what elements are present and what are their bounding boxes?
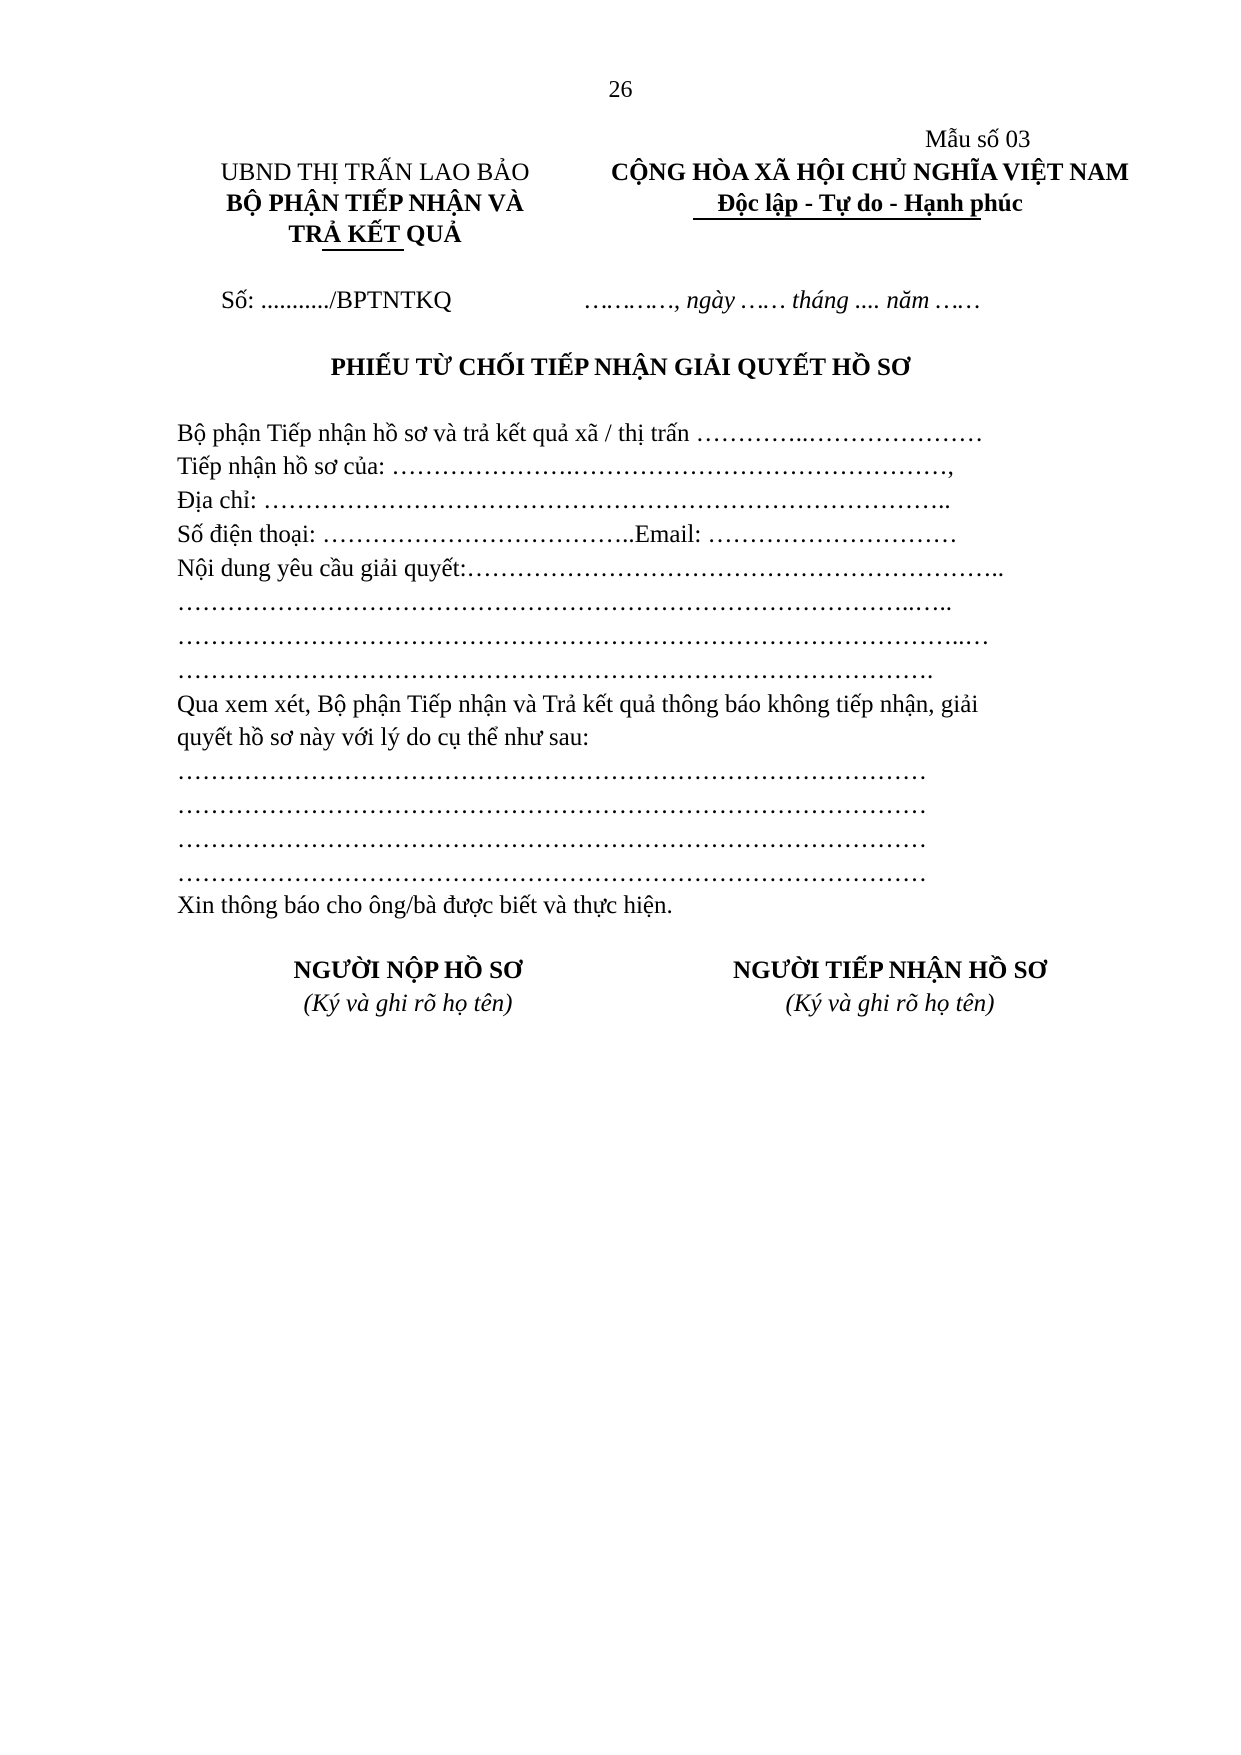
body-line-request-blank-3: ……………………………………………………………………………….	[177, 657, 934, 684]
body-line-review: Qua xem xét, Bộ phận Tiếp nhận và Trả kết quả thông báo không tiếp nhận, giải	[177, 691, 979, 718]
body-line-reason-blank-3: ………………………………………………………………………………	[177, 826, 927, 853]
body-line-phone-email: Số điện thoại: ………………………………..Email: …………………………	[177, 521, 958, 548]
body-line-reason-blank-4: ………………………………………………………………………………	[177, 860, 927, 887]
body-line-applicant: Tiếp nhận hồ sơ của: ………………….………………………………………,	[177, 453, 954, 480]
signature-receiver-note: (Ký và ghi rõ họ tên)	[785, 990, 995, 1017]
motto-underline	[693, 218, 981, 220]
body-line-request: Nội dung yêu cầu giải quyết:………………………………………………………..	[177, 555, 1005, 582]
body-line-office: Bộ phận Tiếp nhận hồ sơ và trả kết quả xã / thị trấn …………..…………………	[177, 420, 984, 447]
body-line-closing: Xin thông báo cho ông/bà được biết và thực hiện.	[177, 892, 673, 919]
page-title: PHIẾU TỪ CHỐI TIẾP NHẬN GIẢI QUYẾT HỒ SƠ	[330, 354, 911, 381]
document-date: …………, ngày …… tháng .... năm ……	[585, 287, 981, 314]
body-line-request-blank-2: …………………………………………………………………………………..…	[177, 623, 990, 650]
body-line-reason-blank-1: ………………………………………………………………………………	[177, 758, 927, 785]
body-line-request-blank-1: ……………………………………………………………………………..…..	[177, 589, 952, 616]
department-name-line1: BỘ PHẬN TIẾP NHẬN VÀ	[226, 190, 524, 217]
page-number: 26	[608, 77, 633, 103]
department-underline	[322, 249, 404, 251]
document-number: Số: .........../BPTNTKQ	[221, 287, 452, 314]
body-line-reason-blank-2: ………………………………………………………………………………	[177, 792, 927, 819]
signature-submitter-title: NGƯỜI NỘP HỒ SƠ	[293, 957, 523, 984]
national-motto: Độc lập - Tự do - Hạnh phúc	[717, 190, 1023, 217]
body-line-address: Địa chỉ: ………………………………………………………………………..	[177, 487, 951, 514]
body-line-review-cont: quyết hồ sơ này với lý do cụ thể như sau:	[177, 724, 590, 751]
signature-submitter-note: (Ký và ghi rõ họ tên)	[303, 990, 513, 1017]
national-title: CỘNG HÒA XÃ HỘI CHỦ NGHĨA VIỆT NAM	[611, 159, 1129, 186]
department-name-line2: TRẢ KẾT QUẢ	[288, 221, 462, 248]
form-number: Mẫu số 03	[925, 126, 1031, 153]
signature-receiver-title: NGƯỜI TIẾP NHẬN HỒ SƠ	[733, 957, 1047, 984]
issuing-authority: UBND THỊ TRẤN LAO BẢO	[220, 159, 530, 186]
